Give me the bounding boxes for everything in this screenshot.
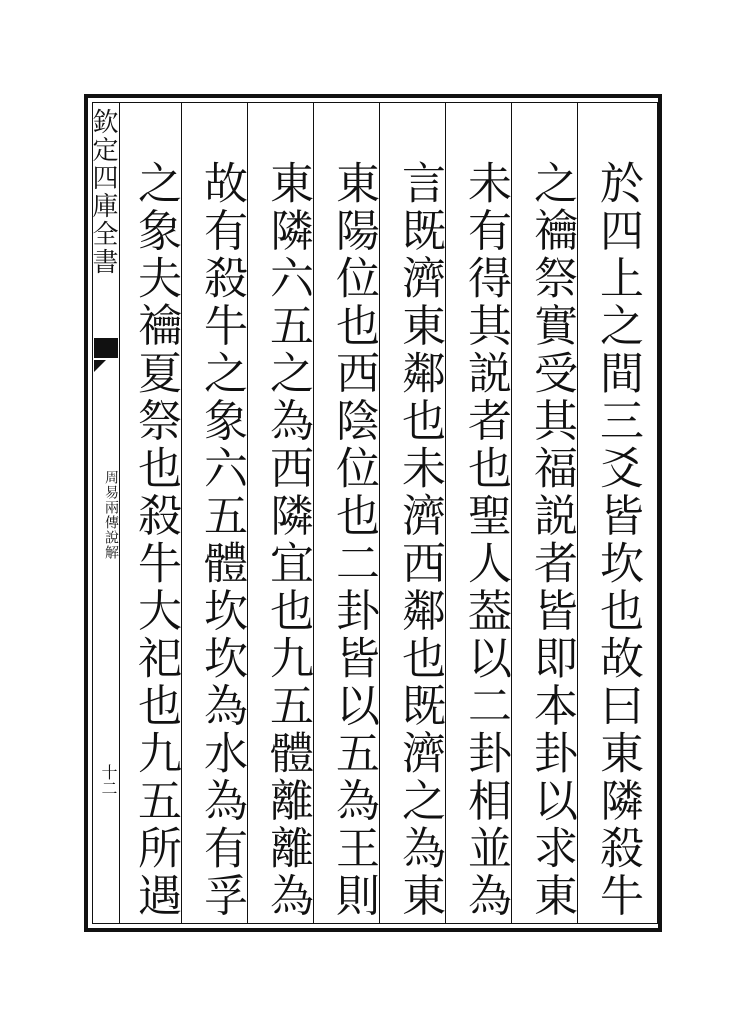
text-column-5: 東陽位也西陰位也二卦皆以五為王則 <box>328 160 379 920</box>
page-number: 十二 <box>99 764 118 796</box>
text-column-1: 於四上之間三爻皆坎也故曰東隣殺牛 <box>592 160 643 920</box>
text-column-4: 言既濟東鄰也未濟西鄰也既濟之為東 <box>394 160 445 920</box>
book-title: 周易兩傳說解 <box>103 470 119 560</box>
fishtail-block <box>94 338 118 358</box>
text-column-3: 未有得其説者也聖人葢以二卦相並為 <box>460 160 511 920</box>
text-column-8: 之象夫禴夏祭也殺牛大祀也九五所遇 <box>130 160 181 920</box>
collection-title: 欽定四庫全書 <box>88 108 118 276</box>
text-column-7: 故有殺牛之象六五體坎坎為水為有孚 <box>196 160 247 920</box>
text-column-6: 東隣六五之為西隣宜也九五體離離為 <box>262 160 313 920</box>
text-column-2: 之禴祭實受其福説者皆即本卦以求東 <box>526 160 577 920</box>
fishtail-wedge <box>94 360 118 372</box>
